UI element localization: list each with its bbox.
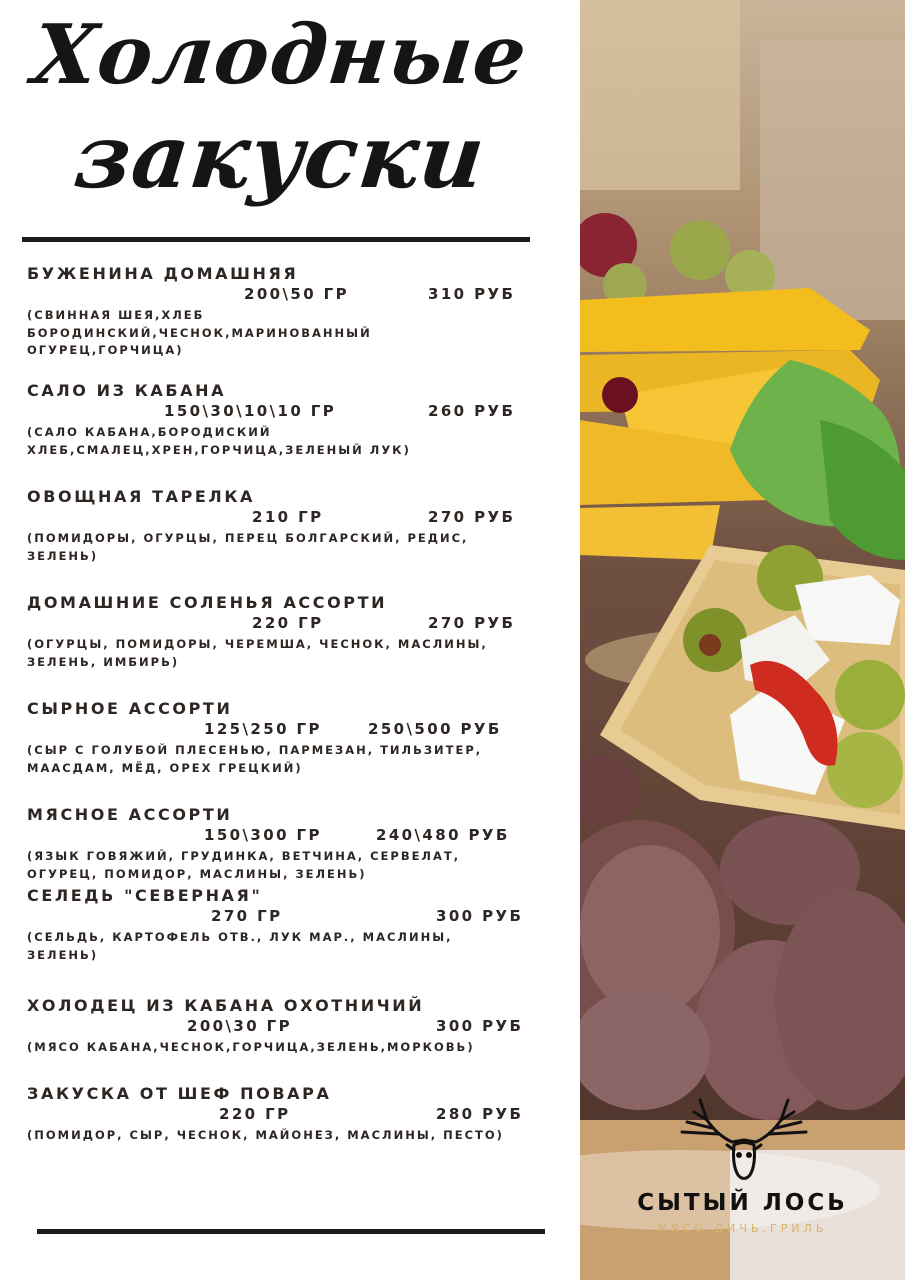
menu-item	[27, 1084, 547, 1145]
menu-item	[27, 805, 547, 883]
menu-item	[27, 264, 547, 360]
moose-head-icon	[672, 1090, 817, 1185]
item-price: 280 РУБ	[436, 1105, 524, 1123]
item-weight: 200\30 ГР	[187, 1017, 293, 1035]
item-name: ОВОЩНАЯ ТАРЕЛКА	[27, 487, 255, 506]
item-weight: 210 ГР	[252, 508, 324, 526]
food-photo	[580, 0, 905, 1280]
item-price: 250\500 РУБ	[368, 720, 502, 738]
item-description: (СВИННАЯ ШЕЯ,ХЛЕБ БОРОДИНСКИЙ,ЧЕСНОК,МАРИНОВАННЫЙ ОГУРЕЦ,ГОРЧИЦА)	[27, 308, 372, 357]
menu-item	[27, 699, 547, 777]
item-description: (МЯСО КАБАНА,ЧЕСНОК,ГОРЧИЦА,ЗЕЛЕНЬ,МОРКОВЬ)	[27, 1040, 475, 1054]
item-name: МЯСНОЕ АССОРТИ	[27, 805, 233, 824]
item-name: ДОМАШНИЕ СОЛЕНЬЯ АССОРТИ	[27, 593, 388, 612]
bottom-divider	[37, 1229, 545, 1234]
item-description: (ПОМИДОРЫ, ОГУРЦЫ, ПЕРЕЦ БОЛГАРСКИЙ, РЕДИС, ЗЕЛЕНЬ)	[27, 531, 469, 563]
item-weight: 150\30\10\10 ГР	[164, 402, 337, 420]
item-weight: 220 ГР	[219, 1105, 291, 1123]
item-description: (ЯЗЫК ГОВЯЖИЙ, ГРУДИНКА, ВЕТЧИНА, СЕРВЕЛАТ, ОГУРЕЦ, ПОМИДОР, МАСЛИНЫ, ЗЕЛЕНЬ)	[27, 849, 461, 881]
item-description: (ПОМИДОР, СЫР, ЧЕСНОК, МАЙОНЕЗ, МАСЛИНЫ, ПЕСТО)	[27, 1128, 504, 1142]
item-price: 300 РУБ	[436, 907, 524, 925]
menu-item	[27, 996, 547, 1057]
item-weight: 200\50 ГР	[244, 285, 350, 303]
item-price: 300 РУБ	[436, 1017, 524, 1035]
item-weight: 220 ГР	[252, 614, 324, 632]
item-weight: 150\300 ГР	[204, 826, 322, 844]
item-weight: 125\250 ГР	[204, 720, 322, 738]
item-description: (СЕЛЬДЬ, КАРТОФЕЛЬ ОТВ., ЛУК МАР., МАСЛИНЫ, ЗЕЛЕНЬ)	[27, 930, 453, 962]
menu-item	[27, 487, 547, 565]
item-name: САЛО ИЗ КАБАНА	[27, 381, 227, 400]
item-price: 260 РУБ	[428, 402, 516, 420]
item-name: БУЖЕНИНА ДОМАШНЯЯ	[27, 264, 299, 283]
item-price: 310 РУБ	[428, 285, 516, 303]
item-weight: 270 ГР	[211, 907, 283, 925]
item-price: 270 РУБ	[428, 614, 516, 632]
item-name: СЕЛЕДЬ "СЕВЕРНАЯ"	[27, 886, 263, 905]
item-description: (СЫР С ГОЛУБОЙ ПЛЕСЕНЬЮ, ПАРМЕЗАН, ТИЛЬЗИТЕР, МААСДАМ, МЁД, ОРЕХ ГРЕЦКИЙ)	[27, 743, 483, 775]
item-description: (ОГУРЦЫ, ПОМИДОРЫ, ЧЕРЕМША, ЧЕСНОК, МАСЛИНЫ, ЗЕЛЕНЬ, ИМБИРЬ)	[27, 637, 488, 669]
menu-item	[27, 593, 547, 671]
food-photo-illustration	[580, 0, 905, 1280]
top-divider	[22, 237, 530, 242]
menu-title-line1: Холодные	[28, 7, 532, 103]
item-description: (САЛО КАБАНА,БОРОДИСКИЙ ХЛЕБ,СМАЛЕЦ,ХРЕН,ГОРЧИЦА,ЗЕЛЕНЫЙ ЛУК)	[27, 425, 411, 457]
item-price: 240\480 РУБ	[376, 826, 510, 844]
menu-item	[27, 381, 547, 459]
menu-title-line2: закуски	[69, 104, 491, 208]
item-name: СЫРНОЕ АССОРТИ	[27, 699, 233, 718]
brand-name: СЫТЫЙ ЛОСЬ	[637, 1190, 848, 1216]
item-name: ЗАКУСКА ОТ ШЕФ ПОВАРА	[27, 1084, 332, 1103]
menu-item	[27, 886, 547, 964]
item-name: ХОЛОДЕЦ ИЗ КАБАНА ОХОТНИЧИЙ	[27, 996, 425, 1015]
item-price: 270 РУБ	[428, 508, 516, 526]
brand-tagline: МЯСО.ДИЧЬ.ГРИЛЬ	[657, 1222, 828, 1235]
